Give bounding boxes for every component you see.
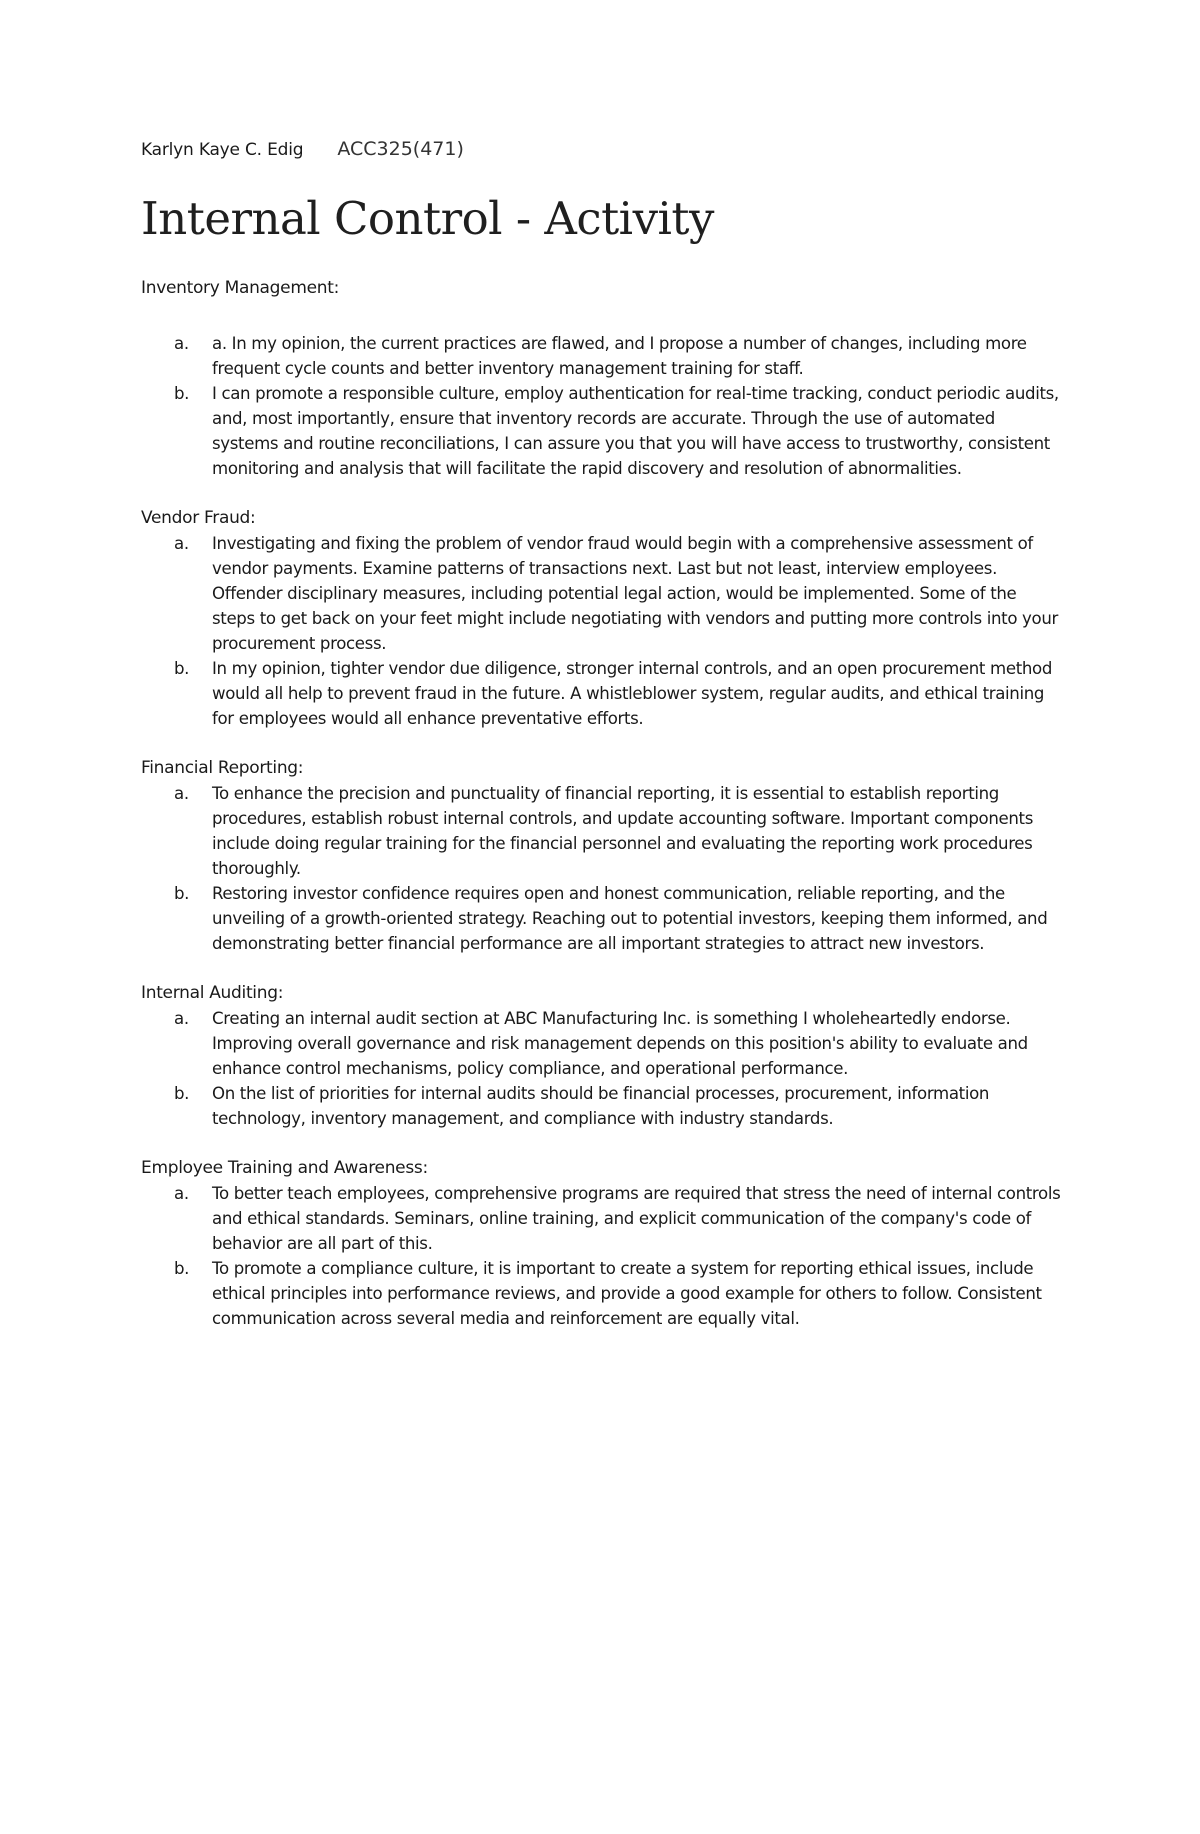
item-marker: a. [174, 1184, 189, 1203]
course-code: ACC325(471) [337, 138, 464, 160]
answer-item [141, 881, 1061, 956]
item-marker: a. [174, 784, 189, 803]
item-marker: b. [174, 1259, 190, 1278]
answer-item [141, 1081, 1061, 1131]
section-heading: Inventory Management: [141, 278, 340, 298]
item-marker: b. [174, 384, 190, 403]
item-marker: b. [174, 659, 190, 678]
answer-item [141, 656, 1061, 731]
item-text: a. In my opinion, the current practices are flawed, and I propose a number of changes, including more frequent cycle counts and better inventory management training for staff. [212, 334, 1027, 378]
section-heading: Internal Auditing: [141, 983, 284, 1003]
answer-item [141, 381, 1061, 481]
answer-list [141, 781, 1061, 956]
item-text: To enhance the precision and punctuality of financial reporting, it is essential to establish reporting procedures, establish robust internal controls, and update accounting software. Important components include doing regular training for the financial personnel and evaluating the reporting work procedures thoroughly. [212, 784, 1033, 878]
section-heading: Financial Reporting: [141, 758, 304, 778]
author-name: Karlyn Kaye C. Edig [141, 140, 304, 160]
section-heading: Employee Training and Awareness: [141, 1158, 428, 1178]
item-marker: b. [174, 884, 190, 903]
section-financial-reporting [141, 756, 1061, 956]
answer-item [141, 531, 1061, 656]
section-heading: Vendor Fraud: [141, 508, 256, 528]
answer-item [141, 781, 1061, 881]
document-header [141, 138, 1061, 178]
answer-list [141, 1181, 1061, 1331]
item-text: On the list of priorities for internal audits should be financial processes, procurement, information technology, inventory management, and compliance with industry standards. [212, 1084, 990, 1128]
item-marker: a. [174, 534, 189, 553]
section-employee-training [141, 1156, 1061, 1331]
item-text: Creating an internal audit section at ABC Manufacturing Inc. is something I wholeheartedly endorse. Improving overall governance and risk management depends on this position's ability to evaluate and enhance control mechanisms, policy compliance, and operational performance. [212, 1009, 1028, 1078]
answer-list [141, 1006, 1061, 1131]
item-text: Restoring investor confidence requires open and honest communication, reliable reporting, and the unveiling of a growth-oriented strategy. Reaching out to potential investors, keeping them informed, and demonstrating better financial performance are all important strategies to attract new investors. [212, 884, 1048, 953]
item-marker: a. [174, 334, 189, 353]
answer-item [141, 331, 1061, 381]
document-title: Internal Control - Activity [141, 192, 714, 245]
section-internal-auditing [141, 981, 1061, 1131]
item-text: To better teach employees, comprehensive programs are required that stress the need of internal controls and ethical standards. Seminars, online training, and explicit communication of the company's code of behavior are all part of this. [212, 1184, 1061, 1253]
item-text: To promote a compliance culture, it is important to create a system for reporting ethical issues, include ethical principles into performance reviews, and provide a good example for others to follow. Consistent communication across several media and reinforcement are equally vital. [212, 1259, 1042, 1328]
item-marker: a. [174, 1009, 189, 1028]
section-inventory-management [141, 276, 1061, 481]
answer-item [141, 1006, 1061, 1081]
item-text: I can promote a responsible culture, employ authentication for real-time tracking, conduct periodic audits, and, most importantly, ensure that inventory records are accurate. Through the use of automated systems and routine reconciliations, I can assure you that you will have access to trustworthy, consistent monitoring and analysis that will facilitate the rapid discovery and resolution of abnormalities. [212, 384, 1059, 478]
answer-list [141, 531, 1061, 731]
item-text: In my opinion, tighter vendor due diligence, stronger internal controls, and an open procurement method would all help to prevent fraud in the future. A whistleblower system, regular audits, and ethical training for employees would all enhance preventative efforts. [212, 659, 1052, 728]
item-marker: b. [174, 1084, 190, 1103]
item-text: Investigating and fixing the problem of vendor fraud would begin with a comprehensive assessment of vendor payments. Examine patterns of transactions next. Last but not least, interview employees. Offender disciplinary measures, including potential legal action, would be implemented. Some of the steps to get back on your feet might include negotiating with vendors and putting more controls into your procurement process. [212, 534, 1058, 653]
section-vendor-fraud [141, 506, 1061, 731]
answer-item [141, 1181, 1061, 1256]
document-page [141, 138, 1061, 1331]
answer-item [141, 1256, 1061, 1331]
answer-list [141, 331, 1061, 481]
